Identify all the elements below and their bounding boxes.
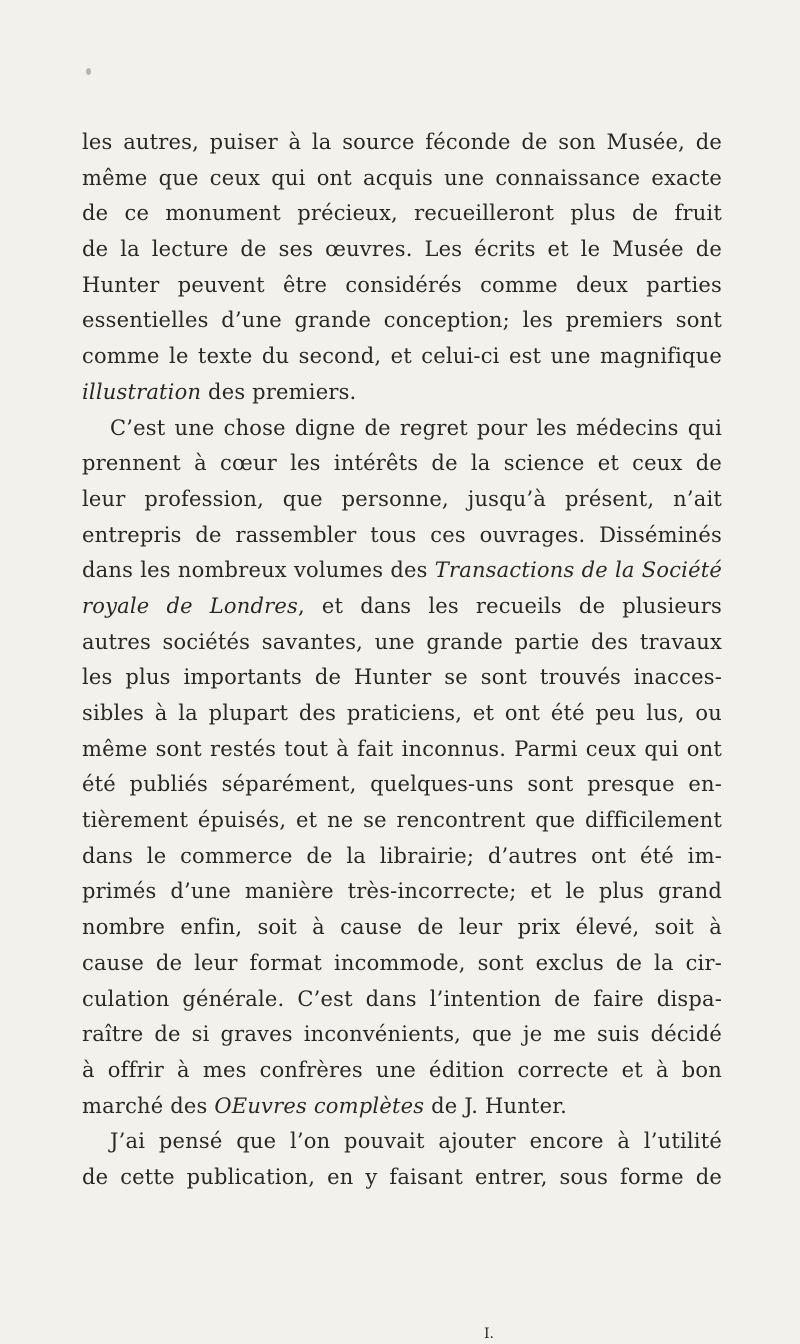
text-line: comme le texte du second, et celui-ci est une magnifique (82, 344, 722, 369)
text-line: royale de Londres, et dans les recueils de plusieurs (82, 593, 722, 618)
text-line: sibles à la plupart des praticiens, et ont été peu lus, ou (82, 701, 722, 725)
text-line: les plus importants de Hunter se sont trouvés inacces- (82, 665, 722, 690)
paragraph-start-line: J’ai pensé que l’on pouvait ajouter encore à l’utilité (110, 1129, 722, 1154)
text-line: marché des OEuvres complètes de J. Hunter. (82, 1093, 567, 1118)
text-line: de cette publication, en y faisant entrer, sous forme de (82, 1164, 722, 1189)
text-line: de la lecture de ses œuvres. Les écrits et le Musée de (82, 237, 722, 262)
text-line: primés d’une manière très-incorrecte; et le plus grand (82, 879, 722, 904)
text-line: cause de leur format incommode, sont exclus de la cir- (82, 950, 722, 975)
text-line: Hunter peuvent être considérés comme deux parties (82, 272, 722, 297)
text-line: entrepris de rassembler tous ces ouvrages. Disséminés (82, 522, 722, 547)
text-line: essentielles d’une grande conception; les premiers sont (82, 308, 722, 333)
text-line: autres sociétés savantes, une grande partie des travaux (82, 629, 722, 654)
paragraph-start-line: C’est une chose digne de regret pour les médecins qui (110, 415, 722, 440)
text-line: nombre enfin, soit à cause de leur prix élevé, soit à (82, 915, 722, 940)
text-line: illustration des premiers. (82, 379, 357, 404)
text-line: prennent à cœur les intérêts de la science et ceux de (82, 451, 722, 476)
text-line: dans le commerce de la librairie; d’autres ont été im- (82, 843, 722, 868)
text-line: même sont restés tout à fait inconnus. Parmi ceux qui ont (82, 736, 722, 761)
body-text (82, 125, 722, 1196)
text-line: de ce monument précieux, recueilleront plus de fruit (82, 201, 722, 226)
ink-speck (86, 68, 91, 75)
text-line: dans les nombreux volumes des Transactions de la Société (82, 558, 722, 583)
text-line: raître de si graves inconvénients, que je me suis décidé (82, 1022, 722, 1047)
text-line: culation générale. C’est dans l’intention de faire dispa- (82, 986, 722, 1011)
text-line: leur profession, que personne, jusqu’à présent, n’ait (82, 486, 722, 511)
text-line: les autres, puiser à la source féconde de son Musée, de (82, 130, 722, 154)
text-line: même que ceux qui ont acquis une connaissance exacte (82, 165, 722, 190)
text-line: été publiés séparément, quelques-uns sont presque en- (82, 772, 722, 797)
text-line: tièrement épuisés, et ne se rencontrent que difficilement (82, 808, 722, 833)
signature-mark: I. (484, 1326, 494, 1342)
text-line: à offrir à mes confrères une édition correcte et à bon (82, 1057, 722, 1082)
